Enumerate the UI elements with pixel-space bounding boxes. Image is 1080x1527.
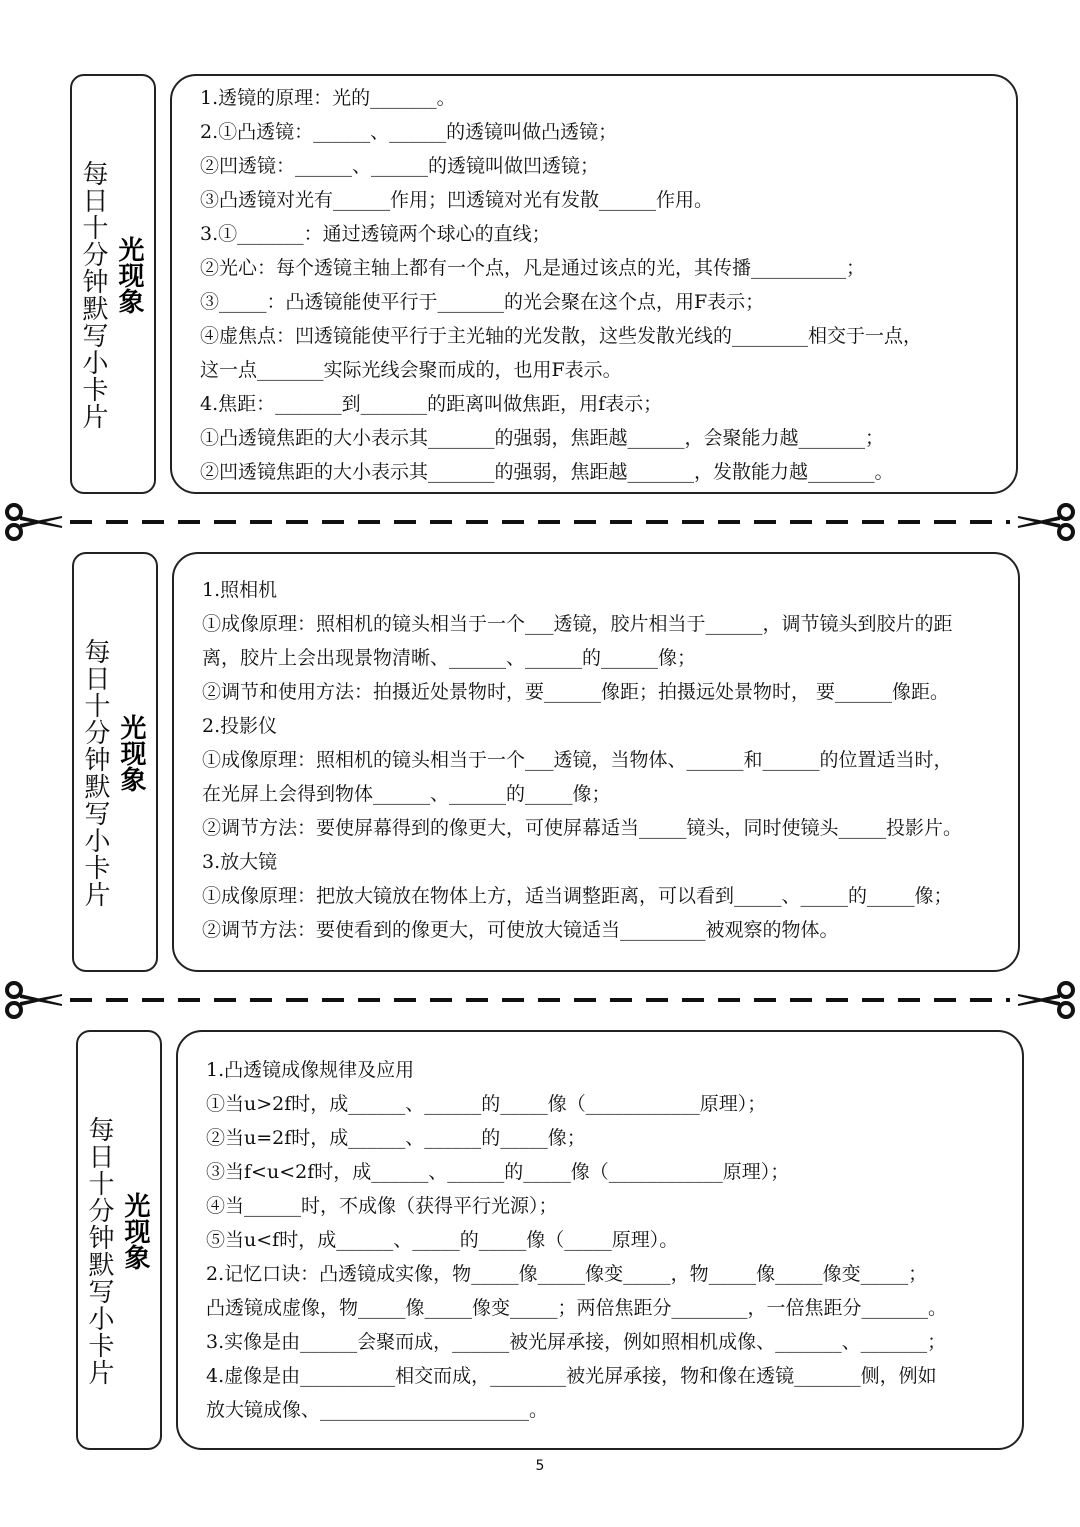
scissors-right-icon [1018,983,1073,1017]
card-1-line-6: ②光心：每个透镜主轴上都有一个点，凡是通过该点的光，其传播__________； [200,257,866,279]
card-2-line-3: 离，胶片上会出现景物清晰、______、______的______像； [202,647,697,669]
card-1-tag [70,74,156,494]
card-2-line-6: ①成像原理：照相机的镜头相当于一个___透镜，当物体、______和______的位置适当时， [202,749,953,771]
card-1-line-10: 4.焦距：_______到_______的距离叫做焦距，用f表示； [200,393,663,415]
card-2-line-9: 3.放大镜 [202,851,278,873]
card-3-line-3: ②当u=2f时，成______、______的_____像； [206,1127,586,1149]
card-2-tag [72,552,158,972]
card-3 [176,1030,1024,1450]
card-1-line-5: 3.①_______：通过透镜两个球心的直线； [200,223,551,245]
card-1-line-8: ④虚焦点：凹透镜能使平行于主光轴的光发散，这些发散光线的________相交于一点， [200,325,923,347]
scissors-left-icon [7,505,62,539]
card-2-tag-title: 每日十分钟默写小卡片 [80,638,110,908]
card-1-line-2: 2.①凸透镜：______、______的透镜叫做凸透镜； [200,121,618,143]
card-1-tag-topic: 光现象 [114,236,144,314]
card-1-line-7: ③_____：凸透镜能使平行于_______的光会聚在这个点，用F表示； [200,291,765,313]
page-number: 5 [535,1458,545,1474]
card-2-line-2: ①成像原理：照相机的镜头相当于一个___透镜，胶片相当于______，调节镜头到胶片的距 [202,613,953,635]
card-3-line-6: ⑤当u<f时，成______、_____的_____像（_____原理）。 [206,1229,679,1251]
card-2-line-8: ②调节方法：要使屏幕得到的像更大，可使屏幕适当_____镜头，同时使镜头_____投影片。 [202,817,963,839]
card-1-line-9: 这一点_______实际光线会聚而成的，也用F表示。 [200,359,622,381]
card-3-line-2: ①当u>2f时，成______、______的_____像（____________原理）； [206,1093,767,1115]
scissors-left-icon [7,983,62,1017]
card-3-line-8: 凸透镜成虚像，物_____像_____像变_____；两倍焦距分________，一倍焦距分_______。 [206,1297,948,1319]
card-2 [172,552,1020,972]
card-2-line-5: 2.投影仪 [202,715,278,737]
card-2-line-7: 在光屏上会得到物体______、______的_____像； [202,783,611,805]
card-1 [170,74,1018,494]
cut-line-2 [0,980,1080,1020]
card-2-line-10: ①成像原理：把放大镜放在物体上方，适当调整距离，可以看到_____、_____的_____像； [202,885,953,907]
card-3-tag [76,1030,162,1450]
card-1-line-11: ①凸透镜焦距的大小表示其_______的强弱，焦距越______，会聚能力越_______； [200,427,885,449]
card-2-line-1: 1.照相机 [202,579,278,601]
card-3-line-11: 放大镜成像、______________________。 [206,1399,549,1421]
card-3-line-7: 2.记忆口诀：凸透镜成实像，物_____像_____像变_____，物_____像_____像变_____； [206,1263,928,1285]
card-3-tag-title: 每日十分钟默写小卡片 [84,1116,114,1386]
card-1-line-3: ②凹透镜：______、______的透镜叫做凹透镜； [200,155,600,177]
card-3-line-10: 4.虚像是由__________相交而成，________被光屏承接，物和像在透镜_______侧，例如 [206,1365,937,1387]
cut-line-1 [0,502,1080,542]
card-1-line-12: ②凹透镜焦距的大小表示其_______的强弱，焦距越_______，发散能力越_______。 [200,461,894,483]
card-1-line-1: 1.透镜的原理：光的_______。 [200,87,456,109]
card-3-line-5: ④当______时，不成像（获得平行光源）； [206,1195,558,1217]
card-3-line-4: ③当f<u<2f时，成______、______的_____像（____________原理）； [206,1161,790,1183]
card-3-line-9: 3.实像是由______会聚而成，______被光屏承接，例如照相机成像、_______、_______； [206,1331,947,1353]
card-1-line-4: ③凸透镜对光有______作用；凹透镜对光有发散______作用。 [200,189,714,211]
scissors-right-icon [1018,505,1073,539]
card-3-tag-topic: 光现象 [120,1192,150,1270]
card-3-line-1: 1.凸透镜成像规律及应用 [206,1059,415,1081]
card-2-tag-topic: 光现象 [116,714,146,792]
card-1-tag-title: 每日十分钟默写小卡片 [78,160,108,430]
card-2-line-11: ②调节方法：要使看到的像更大，可使放大镜适当_________被观察的物体。 [202,919,839,941]
card-2-line-4: ②调节和使用方法：拍摄近处景物时，要______像距；拍摄远处景物时， 要______像距。 [202,681,950,703]
